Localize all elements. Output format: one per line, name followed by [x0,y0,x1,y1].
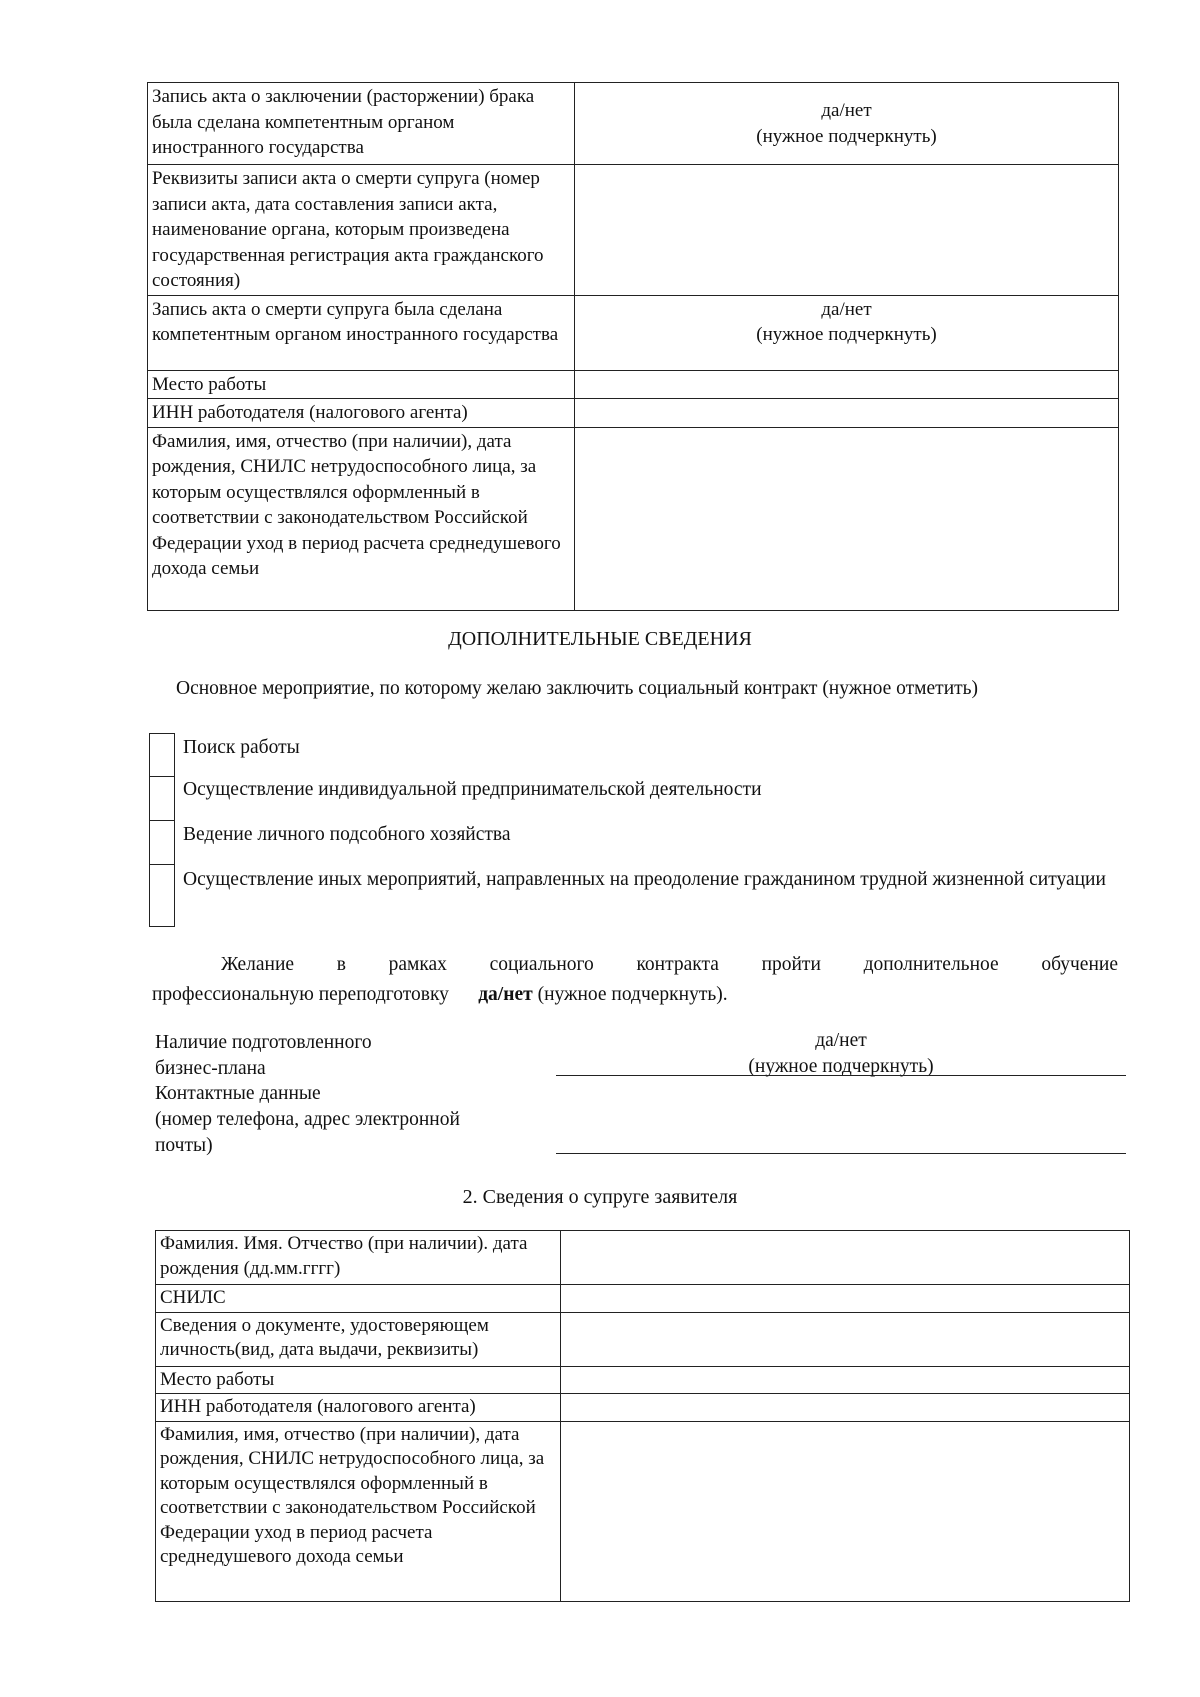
word: дополнительное [863,954,999,975]
intro-text: Основное мероприятие, по которому желаю заключить социальный контракт (нужное отметить) [176,678,979,699]
training-answer[interactable]: да/нет [478,984,533,1005]
option-label: Осуществление иных мероприятий, направленных на преодоление гражданином трудной жизненной ситуации [183,869,1106,890]
table-row [148,399,1119,428]
training-line-2 [152,980,1118,1010]
yes-no-field[interactable] [575,295,1119,370]
word: в [336,954,346,975]
table-row [156,1394,1130,1422]
value-field[interactable] [561,1285,1130,1313]
checkbox-household[interactable] [149,821,175,865]
checkbox-entrepreneurship[interactable] [149,777,175,821]
value-field[interactable] [561,1312,1130,1366]
yes-no-text: да/нет [821,100,872,121]
contacts-input-line[interactable] [556,1153,1126,1154]
word: рамках [388,954,447,975]
row-label: Реквизиты записи акта о смерти супруга (номер записи акта, дата составления записи акта, наименование органа, которым произведена государственная регистрация акта гражданского состояния) [148,165,575,296]
label-line: Наличие подготовленного [155,1032,372,1053]
row-label: Запись акта о смерти супруга была сделана компетентным органом иностранного государства [148,295,575,370]
yes-no-field[interactable] [575,83,1119,165]
hint-text: (нужное подчеркнуть) [756,125,937,147]
value-field[interactable] [561,1366,1130,1394]
word: пройти [761,954,821,975]
section-heading: ДОПОЛНИТЕЛЬНЫЕ СВЕДЕНИЯ [448,628,752,650]
table-row [156,1231,1130,1285]
option-label: Поиск работы [183,737,300,758]
table-row [156,1312,1130,1366]
hint-text: (нужное подчеркнуть) [756,324,937,345]
table-row [148,165,1119,296]
row-label: ИНН работодателя (налогового агента) [148,399,575,428]
row-label: Место работы [156,1366,561,1394]
yes-no-text: да/нет [815,1030,867,1051]
table-row [148,295,1119,370]
applicant-details-table [147,82,1119,611]
label-line: (номер телефона, адрес электронной [155,1109,460,1130]
option-label: Ведение личного подсобного хозяйства [183,824,511,845]
spouse-details-table [155,1230,1130,1602]
checkbox-other-measures[interactable] [149,865,175,927]
row-label: Фамилия. Имя. Отчество (при наличии). дата рождения (дд.мм.гггг) [156,1231,561,1285]
training-line-1 [152,950,1118,980]
table-row [148,427,1119,610]
table-row [156,1421,1130,1601]
table-row [156,1285,1130,1313]
table-row [156,1366,1130,1394]
row-label: СНИЛС [156,1285,561,1313]
row-label: Запись акта о заключении (расторжении) брака была сделана компетентным органом иностранного государства [148,83,575,165]
row-label: ИНН работодателя (налогового агента) [156,1394,561,1422]
label-line: почты) [155,1135,213,1156]
table-row [148,370,1119,399]
value-field[interactable] [561,1231,1130,1285]
value-field[interactable] [561,1394,1130,1422]
word: обучение [1041,954,1118,975]
word: социального [489,954,594,975]
row-label: Фамилия, имя, отчество (при наличии), дата рождения, СНИЛС нетрудоспособного лица, за которым осуществлялся оформленный в соответствии с законодательством Российской Федерации уход в период расчета среднедушевого дохода семьи [156,1421,561,1601]
business-plan-underline [556,1075,1126,1076]
table-row [148,83,1119,165]
training-hint: (нужное подчеркнуть). [537,984,728,1005]
business-plan-answer[interactable] [556,1028,1126,1080]
word: Желание [221,954,295,975]
checkbox-job-search[interactable] [149,733,175,777]
value-field[interactable] [575,427,1119,610]
value-field[interactable] [575,370,1119,399]
contacts-label [155,1081,460,1159]
row-label: Фамилия, имя, отчество (при наличии), дата рождения, СНИЛС нетрудоспособного лица, за которым осуществлялся оформленный в соответствии с законодательством Российской Федерации уход в период расчета среднедушевого дохода семьи [148,427,575,610]
value-field[interactable] [575,165,1119,296]
yes-no-text: да/нет [821,298,872,320]
business-plan-label [155,1030,372,1082]
value-field[interactable] [575,399,1119,428]
spouse-section-heading: 2. Сведения о супруге заявителя [462,1186,738,1208]
value-field[interactable] [561,1421,1130,1601]
label-line: бизнес-плана [155,1058,266,1079]
row-label: Сведения о документе, удостоверяющем личность(вид, дата выдачи, реквизиты) [156,1312,561,1366]
word: контракта [636,954,719,975]
training-paragraph [152,950,1118,1010]
hint-text: (нужное подчеркнуть) [748,1056,934,1077]
training-text: профессиональную переподготовку [152,984,449,1005]
option-checkboxes [149,733,177,927]
row-label: Место работы [148,370,575,399]
option-label: Осуществление индивидуальной предпринимательской деятельности [183,779,762,800]
label-line: Контактные данные [155,1083,321,1104]
